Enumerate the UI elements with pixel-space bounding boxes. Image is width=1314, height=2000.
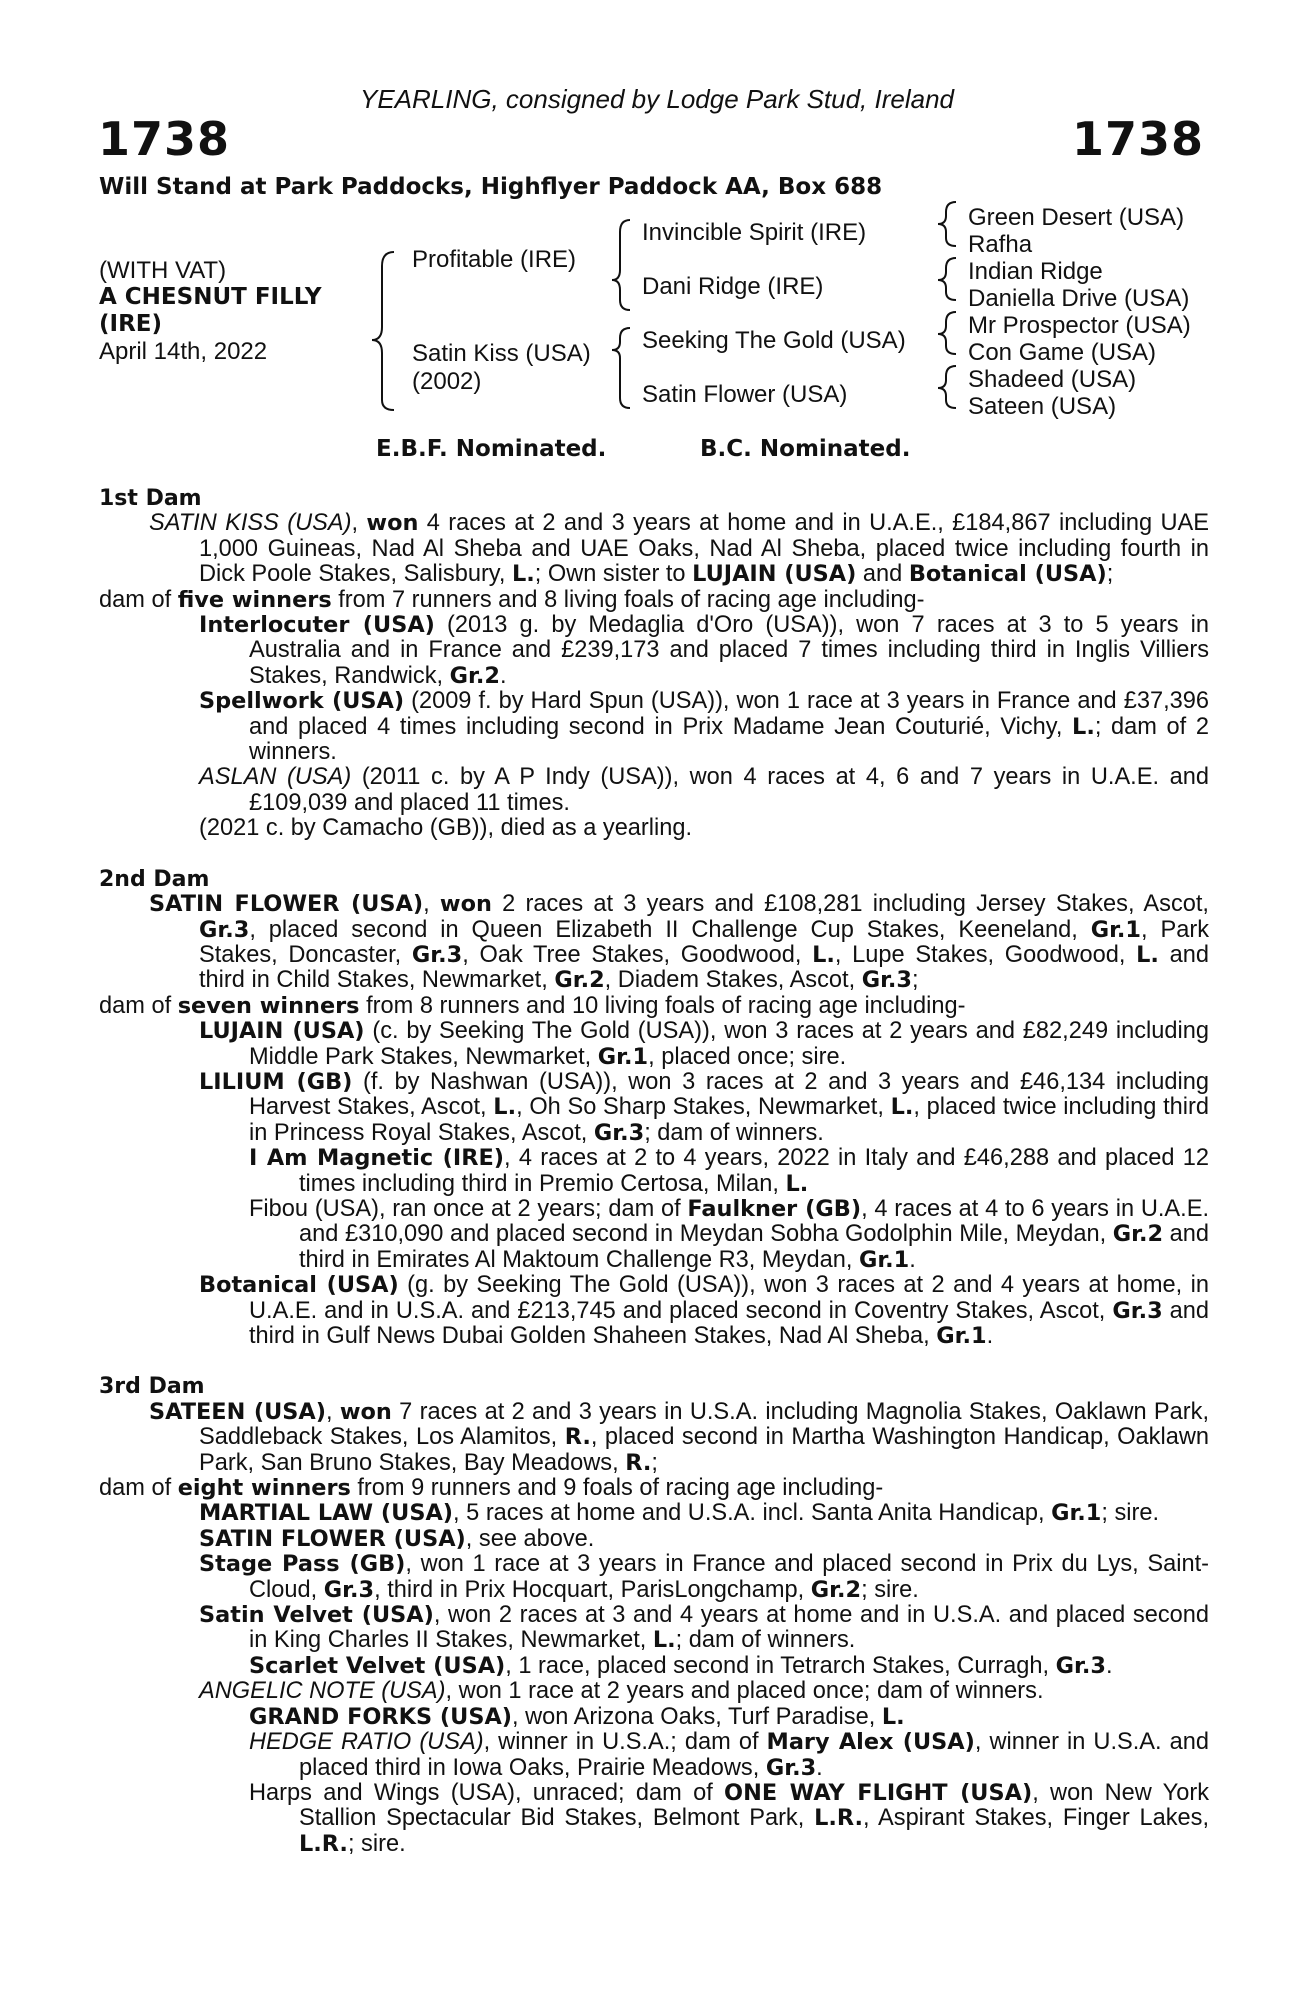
- text-run: dam of: [99, 992, 178, 1019]
- ancestor-4: Daniella Drive (USA): [968, 285, 1190, 312]
- text-run: , Lupe Stakes, Goodwood,: [834, 941, 1137, 968]
- bold-text-run: Gr.1: [1090, 916, 1141, 943]
- bold-text-run: SATEEN (USA): [149, 1398, 326, 1425]
- produce-entry: [99, 1527, 1209, 1552]
- bold-text-run: Botanical (USA): [199, 1272, 399, 1299]
- produce-entry: [99, 1603, 1209, 1654]
- third-dam-heading: 3rd Dam: [99, 1374, 205, 1400]
- bold-text-run: L.: [881, 1703, 905, 1730]
- text-run: , won 2 races at 3 and 4 years at home and in U.S.A. and placed second in King Charles II Stakes, Newmarket,: [249, 1602, 1210, 1654]
- consignor-line: YEARLING, consigned by Lodge Park Stud, Ireland: [359, 84, 954, 114]
- text-run: , won 1 race at 3 years in France and placed second in Prix du Lys, Saint-Cloud,: [249, 1551, 1210, 1603]
- produce-entry: [99, 1552, 1209, 1603]
- bold-text-run: seven winners: [177, 992, 360, 1019]
- dam-foaling-year: (2002): [412, 368, 482, 395]
- text-run: .: [1105, 1652, 1113, 1679]
- produce-entry: [99, 1654, 1209, 1679]
- dam-name: Satin Kiss (USA): [412, 340, 591, 367]
- italic-text-run: HEDGE RATIO (USA): [249, 1729, 484, 1756]
- produce-entry: [99, 1730, 1209, 1781]
- ancestor-5: Mr Prospector (USA): [968, 312, 1191, 339]
- third-dam-record: [99, 1400, 1209, 1476]
- first-dam-heading: 1st Dam: [99, 486, 202, 511]
- text-run: , placed second in Queen Elizabeth II Challenge Cup Stakes, Keeneland,: [249, 916, 1091, 943]
- produce-entry: [99, 1197, 1209, 1273]
- text-run: , 4 races at 2 to 4 years, 2022 in Italy and £46,288 and placed 12 times including third in Premio Certosa, Milan,: [299, 1145, 1209, 1197]
- bold-text-run: Satin Velvet (USA): [199, 1602, 434, 1629]
- text-run: .: [909, 1246, 916, 1273]
- lot-number-right: 1738: [1071, 112, 1204, 166]
- text-run: Harps and Wings (USA), unraced; dam of: [249, 1779, 725, 1806]
- bold-text-run: GRAND FORKS (USA): [249, 1703, 513, 1730]
- text-run: ; dam of winners.: [644, 1119, 824, 1146]
- text-run: , won 1 race at 2 years and placed once; dam of winners.: [445, 1678, 1044, 1705]
- ancestor-6: Con Game (USA): [968, 339, 1157, 366]
- ancestor-3: Indian Ridge: [968, 258, 1103, 285]
- text-run: , 1 race, placed second in Tetrarch Stakes, Curragh,: [505, 1652, 1056, 1679]
- text-run: ;: [1106, 561, 1114, 588]
- stabling-location: Will Stand at Park Paddocks, Highflyer Paddock AA, Box 688: [99, 174, 883, 200]
- bold-text-run: Gr.3: [323, 1576, 375, 1603]
- produce-entry: [99, 1019, 1209, 1070]
- text-run: , placed second in Martha Washington Handicap, Oaklawn Park, San Bruno Stakes, Bay Meadows,: [199, 1424, 1209, 1476]
- produce-entry: [99, 1146, 1209, 1197]
- bold-text-run: Spellwork (USA): [199, 688, 405, 715]
- text-run: , third in Prix Hocquart, ParisLongchamp,: [374, 1576, 811, 1603]
- produce-entry: [99, 1501, 1209, 1526]
- bold-text-run: Gr.1: [597, 1043, 649, 1070]
- bold-text-run: Gr.1: [936, 1323, 987, 1349]
- bold-text-run: Mary Alex (USA): [766, 1729, 975, 1756]
- lot-title-line2: (IRE): [99, 311, 163, 337]
- bold-text-run: Stage Pass (GB): [199, 1551, 406, 1578]
- lot-title-line1: A CHESNUT FILLY: [99, 284, 322, 310]
- text-run: ; sire.: [347, 1830, 406, 1857]
- ancestor-2: Rafha: [968, 231, 1033, 258]
- text-run: (f. by Nashwan (USA)), won 3 races at 2 and 3 years and £46,134 including Harvest Stakes, Ascot,: [249, 1068, 1209, 1121]
- text-run: and third in Gulf News Dubai Golden Shaheen Stakes, Nad Al Sheba,: [249, 1297, 1210, 1349]
- produce-entry: [99, 1273, 1209, 1349]
- produce-record: [99, 486, 1209, 1857]
- bold-text-run: L.: [890, 1094, 914, 1121]
- text-run: .: [816, 1754, 823, 1781]
- dam-dam-name: Satin Flower (USA): [642, 381, 848, 408]
- text-run: (2021 c. by Camacho (GB)), died as a yearling.: [199, 815, 693, 842]
- text-run: ;: [912, 967, 919, 994]
- produce-entry: [99, 689, 1209, 765]
- ancestor-7: Shadeed (USA): [968, 366, 1137, 393]
- bold-text-run: LILIUM (GB): [199, 1068, 353, 1095]
- text-run: ; Own sister to: [534, 561, 693, 588]
- sire-dam-name: Dani Ridge (IRE): [642, 273, 824, 300]
- text-run: ,: [351, 510, 367, 537]
- italic-text-run: SATIN KISS (USA): [149, 510, 352, 537]
- text-run: (g. by Seeking The Gold (USA)), won 3 races at 2 and 4 years at home, in U.A.E. and in U.S.A. and £213,745 and placed second in Coventry Stakes, Ascot,: [249, 1272, 1209, 1324]
- text-run: from 9 runners and 9 foals of racing age including-: [350, 1475, 884, 1502]
- text-run: , see above.: [465, 1525, 595, 1552]
- produce-entry: [99, 765, 1209, 816]
- second-dam-heading: 2nd Dam: [99, 866, 210, 892]
- foaling-date: April 14th, 2022: [99, 338, 268, 365]
- text-run: , Oh So Sharp Stakes, Newmarket,: [516, 1094, 891, 1121]
- text-run: ,: [423, 891, 440, 918]
- ancestor-1: Green Desert (USA): [968, 204, 1185, 231]
- bold-text-run: LUJAIN (USA): [199, 1018, 365, 1045]
- text-run: 4 races at 2 and 3 years at home and in U.A.E., £184,867 including UAE 1,000 Guineas, Nad Al Sheba and UAE Oaks, Nad Al Sheba, placed twice including fourth in Dick Poole Stakes, Salisbury,: [199, 510, 1209, 588]
- second-dam-record: [99, 892, 1209, 994]
- text-run: , placed once; sire.: [648, 1043, 847, 1070]
- bold-text-run: won: [339, 1398, 392, 1425]
- text-run: , won Arizona Oaks, Turf Paradise,: [512, 1703, 882, 1730]
- bold-text-run: L.: [1136, 941, 1159, 968]
- text-run: ; dam of 2 winners.: [249, 713, 1210, 766]
- bold-text-run: R.: [625, 1449, 652, 1476]
- bold-text-run: LUJAIN (USA): [692, 561, 857, 588]
- text-run: .: [986, 1323, 994, 1349]
- bold-text-run: Gr.2: [449, 662, 500, 689]
- text-run: , Aspirant Stakes, Finger Lakes,: [863, 1805, 1209, 1832]
- text-run: 7 races at 2 and 3 years in U.S.A. including Magnolia Stakes, Oaklawn Park, Saddleback Stakes, Los Alamitos,: [199, 1398, 1210, 1451]
- bold-text-run: won: [439, 891, 492, 918]
- bold-text-run: MARTIAL LAW (USA): [199, 1500, 454, 1527]
- italic-text-run: ASLAN (USA): [199, 764, 352, 791]
- text-run: ; sire.: [1101, 1500, 1160, 1527]
- bold-text-run: Gr.3: [199, 916, 250, 943]
- text-run: dam of: [99, 586, 178, 613]
- text-run: ,: [325, 1398, 340, 1425]
- text-run: , placed twice including third in Princess Royal Stakes, Ascot,: [249, 1094, 1209, 1146]
- text-run: , Diadem Stakes, Ascot,: [604, 967, 862, 994]
- bold-text-run: R.: [564, 1424, 591, 1451]
- text-run: , won New York Stallion Spectacular Bid Stakes, Belmont Park,: [299, 1779, 1210, 1832]
- text-run: ;: [651, 1449, 658, 1476]
- bold-text-run: Gr.3: [593, 1119, 645, 1146]
- bold-text-run: eight winners: [177, 1475, 351, 1502]
- bold-text-run: Gr.1: [1051, 1500, 1102, 1527]
- bold-text-run: Gr.3: [1055, 1652, 1106, 1679]
- bc-nomination: B.C. Nominated.: [700, 436, 911, 462]
- produce-entry: [99, 1070, 1209, 1146]
- text-run: and third in Child Stakes, Newmarket,: [199, 941, 1210, 994]
- bold-text-run: ONE WAY FLIGHT (USA): [724, 1779, 1033, 1806]
- text-run: (2011 c. by A P Indy (USA)), won 4 races at 4, 6 and 7 years in U.A.E. and £109,039 and placed 11 times.: [249, 764, 1210, 816]
- text-run: ; dam of winners.: [675, 1627, 856, 1654]
- bold-text-run: L.R.: [299, 1830, 348, 1857]
- bold-text-run: won: [366, 510, 419, 537]
- bold-text-run: I Am Magnetic (IRE): [249, 1145, 505, 1172]
- bold-text-run: Gr.2: [554, 967, 605, 994]
- text-run: (2013 g. by Medaglia d'Oro (USA)), won 7 races at 3 to 5 years in Australia and in France and £239,173 and placed 7 times including third in Inglis Villiers Stakes, Randwick,: [249, 612, 1209, 689]
- bold-text-run: five winners: [177, 586, 332, 613]
- sire-name: Profitable (IRE): [412, 246, 577, 273]
- text-run: and third in Emirates Al Maktoum Challenge R3, Meydan,: [299, 1221, 1210, 1273]
- bold-text-run: Gr.3: [765, 1754, 817, 1781]
- lot-number-left: 1738: [98, 112, 231, 166]
- sire-sire-name: Invincible Spirit (IRE): [642, 219, 867, 246]
- text-run: Fibou (USA), ran once at 2 years; dam of: [249, 1195, 688, 1222]
- text-run: , winner in U.S.A. and placed third in Iowa Oaks, Prairie Meadows,: [299, 1729, 1210, 1781]
- bold-text-run: L.: [1072, 713, 1095, 740]
- italic-text-run: ANGELIC NOTE (USA): [199, 1678, 446, 1705]
- text-run: , Park Stakes, Doncaster,: [199, 916, 1209, 968]
- text-run: from 8 runners and 10 living foals of racing age including-: [359, 992, 966, 1019]
- bold-text-run: L.R.: [814, 1805, 863, 1832]
- produce-entry: [99, 613, 1209, 689]
- bold-text-run: L.: [511, 561, 535, 588]
- vat-note: (WITH VAT): [99, 257, 227, 284]
- produce-entry: [99, 1679, 1209, 1704]
- produce-entry: [99, 1705, 1209, 1730]
- first-dam-produce-summary: [99, 588, 1209, 613]
- bold-text-run: L.: [493, 1094, 517, 1121]
- text-run: from 7 runners and 8 living foals of racing age including-: [331, 586, 925, 613]
- bold-text-run: L.: [652, 1627, 676, 1654]
- bold-text-run: L.: [785, 1170, 809, 1197]
- bold-text-run: Gr.2: [810, 1576, 862, 1603]
- bold-text-run: SATIN FLOWER (USA): [199, 1525, 466, 1552]
- dam-sire-name: Seeking The Gold (USA): [642, 327, 906, 354]
- bold-text-run: L.: [812, 941, 835, 968]
- text-run: and: [856, 561, 909, 588]
- text-run: .: [499, 662, 507, 689]
- ebf-nomination: E.B.F. Nominated.: [376, 436, 607, 462]
- text-run: dam of: [99, 1475, 178, 1502]
- ancestor-8: Sateen (USA): [968, 393, 1117, 420]
- text-run: 2 races at 3 years and £108,281 including Jersey Stakes, Ascot,: [491, 891, 1209, 918]
- third-dam-produce-summary: [99, 1476, 1209, 1501]
- text-run: , winner in U.S.A.; dam of: [483, 1729, 767, 1756]
- text-run: ; sire.: [861, 1576, 919, 1603]
- produce-entry: [99, 816, 1209, 841]
- first-dam-record: [99, 511, 1209, 587]
- bold-text-run: Gr.3: [1112, 1297, 1163, 1324]
- text-run: (2009 f. by Hard Spun (USA)), won 1 race at 3 years in France and £37,396 and placed 4 times including second in Prix Madame Jean Couturié, Vichy,: [249, 688, 1209, 740]
- text-run: (c. by Seeking The Gold (USA)), won 3 races at 2 years and £82,249 including Middle Park Stakes, Newmarket,: [249, 1018, 1210, 1070]
- produce-entry: [99, 1781, 1209, 1857]
- bold-text-run: SATIN FLOWER (USA): [149, 891, 424, 918]
- text-run: , 4 races at 4 to 6 years in U.A.E. and £310,090 and placed second in Meydan Sobha Godolphin Mile, Meydan,: [299, 1195, 1209, 1248]
- bold-text-run: Interlocuter (USA): [199, 612, 435, 639]
- text-run: , Oak Tree Stakes, Goodwood,: [462, 941, 813, 968]
- bold-text-run: Botanical (USA): [908, 561, 1107, 588]
- text-run: , 5 races at home and U.S.A. incl. Santa Anita Handicap,: [453, 1500, 1052, 1527]
- bold-text-run: Gr.2: [1112, 1221, 1164, 1248]
- bold-text-run: Gr.3: [411, 941, 463, 968]
- bold-text-run: Gr.1: [858, 1246, 910, 1273]
- bold-text-run: Faulkner (GB): [687, 1195, 862, 1222]
- bold-text-run: Scarlet Velvet (USA): [249, 1652, 506, 1679]
- bold-text-run: Gr.3: [861, 967, 913, 994]
- second-dam-produce-summary: [99, 994, 1209, 1019]
